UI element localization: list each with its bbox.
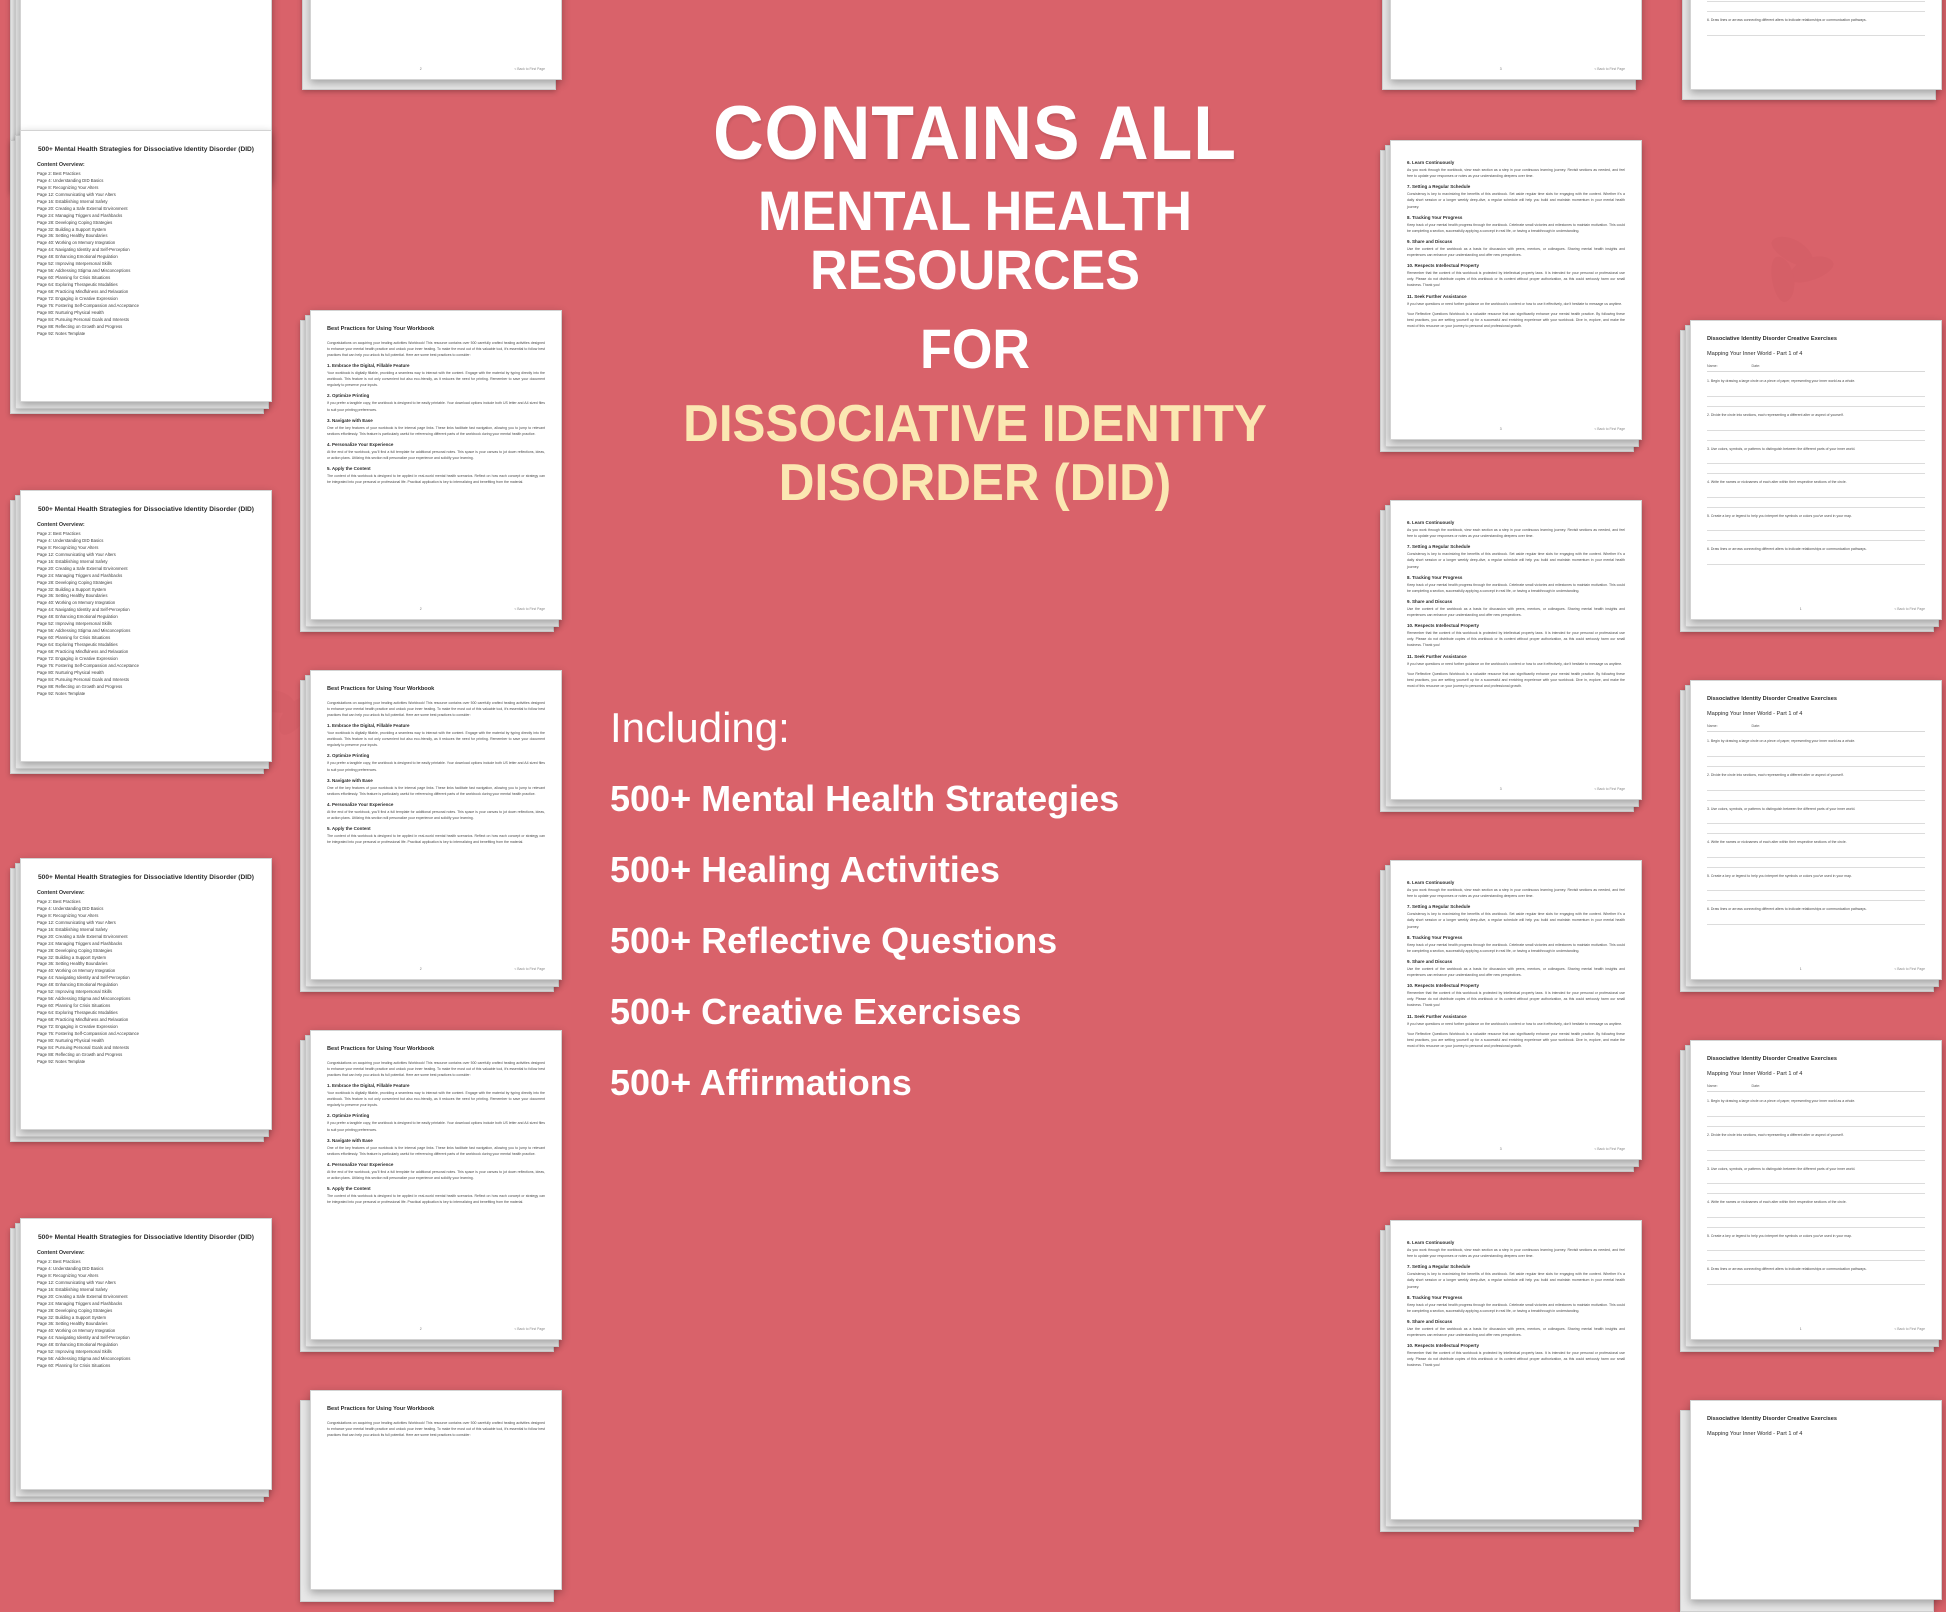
document-stack[interactable] — [310, 0, 560, 80]
document-stack[interactable] — [310, 670, 560, 980]
toc-subhead: Content Overview: — [37, 889, 85, 896]
toc-title: 500+ Mental Health Strategies for Dissociative Identity Disorder (DID) — [37, 146, 254, 153]
document-stack[interactable] — [1690, 0, 1940, 90]
document-stack[interactable] — [20, 1218, 270, 1490]
toc-title: 500+ Mental Health Strategies for Dissociative Identity Disorder (DID) — [37, 1234, 254, 1241]
workbook-document-page[interactable]: 6. Learn Continuously As you work through the workbook, view each section as a step in your continuous learning journey. Revisit sections as needed, and feel free to update your responses or notes as your understanding deepens over time. 7. Setting a Regular Schedule Consistency is key to maximizing the benefits of this workbook. Set aside regular time slots for engaging with the content. Whether it's a daily short session or a longer weekly deep-dive, a regular schedule will help you build and maintain momentum in your mental health journey. 8. Tracking Your Progress Keep track of your mental health progress through the workbook. Celebrate small victories and milestones to maintain motivation. This could be completing a section, successfully applying a concept in real life, or having a breakthrough in understanding. 9. Share and Discuss Use the content of the workbook as a basis for discussion with peers, mentors, or colleagues. Sharing mental health insights and experiences can enhance your understanding and offer new perspectives. 10. Respects Intellectual Property Remember that the content of this workbook is protected by intellectual property laws. It is intended for your personal or professional use only. Please do not distribute copies of this workbook or its content without proper authorization, as this could seriously harm our small business. Thank you! 11. Seek Further Assistance If you have questions or need further guidance on the workbook's content or how to use it effectively, don't hesitate to message us anytime. Your Reflective Questions Workbook is a valuable resource that can significantly enhance your mental health practice. By following these best practices, you are setting yourself up for a successful and enriching experience with your workbook. Dive in, explore, and make the most of this resource on your journey to personal and professional growth. 3 < Back to First Page — [1390, 140, 1642, 440]
toc-subhead: Content Overview: — [37, 1249, 85, 1256]
document-stack[interactable] — [20, 858, 270, 1130]
practices-title: Best Practices for Using Your Workbook — [327, 686, 435, 692]
workbook-document-page[interactable]: 6. Learn Continuously As you work through the workbook, view each section as a step in your continuous learning journey. Revisit sections as needed, and feel free to update your responses or notes as your understanding deepens over time. 7. Setting a Regular Schedule Consistency is key to maximizing the benefits of this workbook. Set aside regular time slots for engaging with the content. Whether it's a daily short session or a longer weekly deep-dive, a regular schedule will help you build and maintain momentum in your mental health journey. 8. Tracking Your Progress Keep track of your mental health progress through the workbook. Celebrate small victories and milestones to maintain motivation. This could be completing a section, successfully applying a concept in real life, or having a breakthrough in understanding. 9. Share and Discuss Use the content of the workbook as a basis for discussion with peers, mentors, or colleagues. Sharing mental health insights and experiences can enhance your understanding and offer new perspectives. 10. Respects Intellectual Property Remember that the content of this workbook is protected by intellectual property laws. It is intended for your personal or professional use only. Please do not distribute copies of this workbook or its content without proper authorization, as this could seriously harm our small business. Thank you! — [1390, 1220, 1642, 1520]
toc-subhead: Content Overview: — [37, 521, 85, 528]
name-date-field[interactable]: Name: Date: — [1707, 364, 1925, 372]
document-stack[interactable] — [1390, 0, 1640, 80]
name-date-field[interactable]: Name: Date: — [1707, 1084, 1925, 1092]
exercise-document-page[interactable]: Dissociative Identity Disorder Creative Exercises Mapping Your Inner World - Part 1 of 4 Name: Date: 1. Begin by drawing a large circle on a piece of paper, representing your inner world as a whole. 2. Divide the circle into sections, each representing a different alter or aspect of yourself. 3. Use colors, symbols, or patterns to distinguish between the different parts of your inner world. 4. Write the names or nicknames of each alter within their respective sections of the circle. 5. Create a key or legend to help you interpret the symbols or colors you've used in your map. 6. Draw lines or arrows connecting different alters to indicate relationships or communication pathways. 1 < Back to First Page — [1690, 680, 1942, 980]
practices-document-page[interactable]: Best Practices for Using Your Workbook Congratulations on acquiring your healing activities Workbook! This resource contains over 500 carefully crafted healing activities designed to enhance your mental health practice and unlock your inner healing. To make the most out of this valuable tool, it's essential to follow best practices that can help you unlock its full potential. Here are some best practices to consider: 1. Embrace the Digital, Fillable Feature Your workbook is digitally fillable, providing a seamless way to interact with the content. Engage with the material by typing directly into the workbook. This feature is not only convenient but also eco-friendly, as it reduces the need for printing. Remember to save your document regularly to preserve your inputs. 2. Optimize Printing If you prefer a tangible copy, the workbook is designed to be easily printable. Your download options include both US letter and A4 sized files to suit your printing preferences. 3. Navigate with Ease One of the key features of your workbook is the internal page links. These links facilitate fast navigation, allowing you to jump to relevant sections effortlessly. This feature is particularly useful for referencing different parts of the workbook during your mental health practice. 4. Personalize Your Experience At the end of the workbook, you'll find a full template for additional personal notes. This space is your canvas to jot down reflections, ideas, or action plans. Utilizing this section will personalize your experience and solidify your learning. 5. Apply the Content The content of this workbook is designed to be applied in real-world mental health scenarios. Reflect on how each concept or strategy can be integrated into your personal or professional life. Practical application is key to internalizing and benefiting from the material. 2 < Back to First Page — [310, 310, 562, 620]
toc-subhead: Content Overview: — [37, 161, 85, 168]
practices-title: Best Practices for Using Your Workbook — [327, 1406, 435, 1412]
back-to-first-page-link[interactable]: < Back to First Page — [1594, 67, 1625, 71]
list-item: 500+ Affirmations — [610, 1062, 912, 1104]
document-stack[interactable] — [1690, 680, 1940, 980]
document-stack[interactable] — [310, 310, 560, 620]
document-stack[interactable] — [1690, 1040, 1940, 1340]
exercise-document-page[interactable]: Dissociative Identity Disorder Creative Exercises Mapping Your Inner World - Part 1 of 4 Name: Date: 1. Begin by drawing a large circle on a piece of paper, representing your inner world as a whole. 2. Divide the circle into sections, each representing a different alter or aspect of yourself. 3. Use colors, symbols, or patterns to distinguish between the different parts of your inner world. 4. Write the names or nicknames of each alter within their respective sections of the circle. 5. Create a key or legend to help you interpret the symbols or colors you've used in your map. 6. Draw lines or arrows connecting different alters to indicate relationships or communication pathways. 1 < Back to First Page — [1690, 1040, 1942, 1340]
headline-condition-line1: DISSOCIATIVE IDENTITY — [683, 394, 1267, 453]
exercise-subtitle: Mapping Your Inner World - Part 1 of 4 — [1707, 1430, 1803, 1437]
workbook-document-page[interactable]: 6. Learn Continuously As you work through the workbook, view each section as a step in your continuous learning journey. Revisit sections as needed, and feel free to update your responses or notes as your understanding deepens over time. 7. Setting a Regular Schedule Consistency is key to maximizing the benefits of this workbook. Set aside regular time slots for engaging with the content. Whether it's a daily short session or a longer weekly deep-dive, a regular schedule will help you build and maintain momentum in your mental health journey. 8. Tracking Your Progress Keep track of your mental health progress through the workbook. Celebrate small victories and milestones to maintain motivation. This could be completing a section, successfully applying a concept in real life, or having a breakthrough in understanding. 9. Share and Discuss Use the content of the workbook as a basis for discussion with peers, mentors, or colleagues. Sharing mental health insights and experiences can enhance your understanding and offer new perspectives. 10. Respects Intellectual Property Remember that the content of this workbook is protected by intellectual property laws. It is intended for your personal or professional use only. Please do not distribute copies of this workbook or its content without proper authorization, as this could seriously harm our small business. Thank you! 11. Seek Further Assistance If you have questions or need further guidance on the workbook's content or how to use it effectively, don't hesitate to message us anytime. Your Reflective Questions Workbook is a valuable resource that can significantly enhance your mental health practice. By following these best practices, you are setting yourself up for a successful and enriching experience with your workbook. Dive in, explore, and make the most of this resource on your journey to personal and professional growth. 3 < Back to First Page — [1390, 500, 1642, 800]
page-number: 3 — [1499, 1147, 1502, 1151]
back-to-first-page-link[interactable]: < Back to First Page — [1594, 1147, 1625, 1151]
exercise-document-page[interactable]: 6. Draw lines or arrows connecting different alters to indicate relationships or communication pathways. — [1690, 0, 1942, 90]
including-label: Including: — [610, 704, 790, 752]
toc-list: Page 2: Best Practices Page 4: Understanding DID Basics Page 8: Recognizing Your Alters Page 12: Communicating with Your Alters Page 16: Establishing Internal Safety Page 20: Creating a Safe External Environment Page 24: Managing Triggers and Flashbacks Page 28: Developing Coping Strategies Page 32: Building a Support System Page 36: Setting Healthy Boundaries Page 40: Working on Memory Integration Page 44: Navigating Identity and Self-Perception Page 48: Enhancing Emotional Regulation Page 52: Improving Interpersonal Skills Page 56: Addressing Stigma and Misconceptions Page 60: Planning for Crisis Situations Page 64: Exploring Therapeutic Modalities Page 68: Practicing Mindfulness and Relaxation Page 72: Engaging in Creative Expression Page 76: Fostering Self-Compassion and Acceptance Page 80: Nurturing Physical Health Page 84: Pursuing Personal Goals and Interests Page 88: Reflecting on Growth and Progress Page 92: Notes Template — [37, 898, 139, 1064]
hero-content — [570, 0, 1380, 1460]
page-number: 2 — [419, 1327, 422, 1331]
exercise-title: Dissociative Identity Disorder Creative Exercises — [1707, 696, 1837, 702]
back-to-first-page-link[interactable]: < Back to First Page — [1894, 1327, 1925, 1331]
document-stack[interactable] — [1690, 1400, 1940, 1600]
toc-document-page[interactable] — [20, 130, 272, 402]
name-date-field[interactable]: Name: Date: — [1707, 724, 1925, 732]
exercise-subtitle: Mapping Your Inner World - Part 1 of 4 — [1707, 710, 1803, 717]
back-to-first-page-link[interactable]: < Back to First Page — [514, 607, 545, 611]
toc-title: 500+ Mental Health Strategies for Dissociative Identity Disorder (DID) — [37, 874, 254, 881]
toc-document-page[interactable] — [20, 490, 272, 762]
headline-primary: CONTAINS ALL — [713, 91, 1237, 176]
document-stack[interactable] — [1690, 320, 1940, 620]
list-item: 500+ Reflective Questions — [610, 920, 1058, 962]
back-to-first-page-link[interactable]: < Back to First Page — [514, 967, 545, 971]
practices-document-page[interactable]: Best Practices for Using Your Workbook Congratulations on acquiring your healing activities Workbook! This resource contains over 500 carefully crafted healing activities designed to enhance your mental health practice and unlock your inner healing. To make the most out of this valuable tool, it's essential to follow best practices that can help you unlock its full potential. Here are some best practices to consider: 1. Embrace the Digital, Fillable Feature Your workbook is digitally fillable, providing a seamless way to interact with the content. Engage with the material by typing directly into the workbook. This feature is not only convenient but also eco-friendly, as it reduces the need for printing. Remember to save your document regularly to preserve your inputs. 2. Optimize Printing If you prefer a tangible copy, the workbook is designed to be easily printable. Your download options include both US letter and A4 sized files to suit your printing preferences. 3. Navigate with Ease One of the key features of your workbook is the internal page links. These links facilitate fast navigation, allowing you to jump to relevant sections effortlessly. This feature is particularly useful for referencing different parts of the workbook during your mental health practice. 4. Personalize Your Experience At the end of the workbook, you'll find a full template for additional personal notes. This space is your canvas to jot down reflections, ideas, or action plans. Utilizing this section will personalize your experience and solidify your learning. 5. Apply the Content The content of this workbook is designed to be applied in real-world mental health scenarios. Reflect on how each concept or strategy can be integrated into your personal or professional life. Practical application is key to internalizing and benefiting from the material. 2 < Back to First Page — [310, 1030, 562, 1340]
document-stack[interactable] — [310, 1030, 560, 1340]
workbook-document-page[interactable]: 6. Learn Continuously As you work through the workbook, view each section as a step in your continuous learning journey. Revisit sections as needed, and feel free to update your responses or notes as your understanding deepens over time. 7. Setting a Regular Schedule Consistency is key to maximizing the benefits of this workbook. Set aside regular time slots for engaging with the content. Whether it's a daily short session or a longer weekly deep-dive, a regular schedule will help you build and maintain momentum in your mental health journey. 8. Tracking Your Progress Keep track of your mental health progress through the workbook. Celebrate small victories and milestones to maintain motivation. This could be completing a section, successfully applying a concept in real life, or having a breakthrough in understanding. 9. Share and Discuss Use the content of the workbook as a basis for discussion with peers, mentors, or colleagues. Sharing mental health insights and experiences can enhance your understanding and offer new perspectives. 10. Respects Intellectual Property Remember that the content of this workbook is protected by intellectual property laws. It is intended for your personal or professional use only. Please do not distribute copies of this workbook or its content without proper authorization, as this could seriously harm our small business. Thank you! 11. Seek Further Assistance If you have questions or need further guidance on the workbook's content or how to use it effectively, don't hesitate to message us anytime. Your Reflective Questions Workbook is a valuable resource that can significantly enhance your mental health practice. By following these best practices, you are setting yourself up for a successful and enriching experience with your workbook. Dive in, explore, and make the most of this resource on your journey to personal and professional growth. 3 < Back to First Page — [1390, 860, 1642, 1160]
page-number: 1 — [1799, 1327, 1802, 1331]
back-to-first-page-link[interactable]: < Back to First Page — [1594, 787, 1625, 791]
page-number: 2 — [419, 67, 422, 71]
back-to-first-page-link[interactable]: < Back to First Page — [514, 67, 545, 71]
exercise-title: Dissociative Identity Disorder Creative Exercises — [1707, 1416, 1837, 1422]
page-number: 1 — [1799, 607, 1802, 611]
page-number: 3 — [1499, 67, 1502, 71]
exercise-subtitle: Mapping Your Inner World - Part 1 of 4 — [1707, 1070, 1803, 1077]
back-to-first-page-link[interactable]: < Back to First Page — [1894, 967, 1925, 971]
document-stack[interactable] — [1390, 860, 1640, 1160]
practices-document-page[interactable]: Best Practices for Using Your Workbook Congratulations on acquiring your healing activities Workbook! This resource contains over 500 carefully crafted healing activities designed to enhance your mental health practice and unlock your inner healing. To make the most out of this valuable tool, it's essential to follow best practices that can help you unlock its full potential. Here are some best practices to consider: 1. Embrace the Digital, Fillable Feature Your workbook is digitally fillable, providing a seamless way to interact with the content. Engage with the material by typing directly into the workbook. This feature is not only convenient but also eco-friendly, as it reduces the need for printing. Remember to save your document regularly to preserve your inputs. 2. Optimize Printing If you prefer a tangible copy, the workbook is designed to be easily printable. Your download options include both US letter and A4 sized files to suit your printing preferences. 3. Navigate with Ease One of the key features of your workbook is the internal page links. These links facilitate fast navigation, allowing you to jump to relevant sections effortlessly. This feature is particularly useful for referencing different parts of the workbook during your mental health practice. 4. Personalize Your Experience At the end of the workbook, you'll find a full template for additional personal notes. This space is your canvas to jot down reflections, ideas, or action plans. Utilizing this section will personalize your experience and solidify your learning. 5. Apply the Content The content of this workbook is designed to be applied in real-world mental health scenarios. Reflect on how each concept or strategy can be integrated into your personal or professional life. Practical application is key to internalizing and benefiting from the material. 2 < Back to First Page — [310, 670, 562, 980]
page-number: 1 — [1799, 967, 1802, 971]
headline-condition-line2: DISORDER (DID) — [778, 454, 1172, 513]
practices-title: Best Practices for Using Your Workbook — [327, 1046, 435, 1052]
toc-document-page[interactable] — [20, 1218, 272, 1490]
list-item: 500+ Healing Activities — [610, 849, 1000, 891]
exercise-document-page[interactable] — [1690, 1400, 1942, 1600]
document-stack[interactable] — [20, 130, 270, 402]
back-to-first-page-link[interactable]: < Back to First Page — [1594, 427, 1625, 431]
exercise-document-page[interactable]: Dissociative Identity Disorder Creative Exercises Mapping Your Inner World - Part 1 of 4 Name: Date: 1. Begin by drawing a large circle on a piece of paper, representing your inner world as a whole. 2. Divide the circle into sections, each representing a different alter or aspect of yourself. 3. Use colors, symbols, or patterns to distinguish between the different parts of your inner world. 4. Write the names or nicknames of each alter within their respective sections of the circle. 5. Create a key or legend to help you interpret the symbols or colors you've used in your map. 6. Draw lines or arrows connecting different alters to indicate relationships or communication pathways. 1 < Back to First Page — [1690, 320, 1942, 620]
practices-document-page[interactable]: Best Practices for Using Your Workbook Congratulations on acquiring your healing activities Workbook! This resource contains over 500 carefully crafted healing activities designed to enhance your mental health practice and unlock your inner healing. To make the most out of this valuable tool, it's essential to follow best practices that can help you unlock its full potential. Here are some best practices to consider: — [310, 1390, 562, 1590]
back-to-first-page-link[interactable]: < Back to First Page — [1894, 607, 1925, 611]
list-item: 500+ Mental Health Strategies — [610, 778, 1120, 820]
toc-list: Page 2: Best Practices Page 4: Understanding DID Basics Page 8: Recognizing Your Alters Page 12: Communicating with Your Alters Page 16: Establishing Internal Safety Page 20: Creating a Safe External Environment Page 24: Managing Triggers and Flashbacks Page 28: Developing Coping Strategies Page 32: Building a Support System Page 36: Setting Healthy Boundaries Page 40: Working on Memory Integration Page 44: Navigating Identity and Self-Perception Page 48: Enhancing Emotional Regulation Page 52: Improving Interpersonal Skills Page 56: Addressing Stigma and Misconceptions Page 60: Planning for Crisis Situations — [37, 1258, 131, 1369]
list-item: 500+ Creative Exercises — [610, 991, 1022, 1033]
practices-document-page[interactable] — [310, 0, 562, 80]
headline-secondary: MENTAL HEALTH RESOURCES — [758, 179, 1192, 301]
toc-list: Page 2: Best Practices Page 4: Understanding DID Basics Page 8: Recognizing Your Alters Page 12: Communicating with Your Alters Page 16: Establishing Internal Safety Page 20: Creating a Safe External Environment Page 24: Managing Triggers and Flashbacks Page 28: Developing Coping Strategies Page 32: Building a Support System Page 36: Setting Healthy Boundaries Page 40: Working on Memory Integration Page 44: Navigating Identity and Self-Perception Page 48: Enhancing Emotional Regulation Page 52: Improving Interpersonal Skills Page 56: Addressing Stigma and Misconceptions Page 60: Planning for Crisis Situations Page 64: Exploring Therapeutic Modalities Page 68: Practicing Mindfulness and Relaxation Page 72: Engaging in Creative Expression Page 76: Fostering Self-Compassion and Acceptance Page 80: Nurturing Physical Health Page 84: Pursuing Personal Goals and Interests Page 88: Reflecting on Growth and Progress Page 92: Notes Template — [37, 170, 139, 336]
exercise-title: Dissociative Identity Disorder Creative Exercises — [1707, 336, 1837, 342]
document-stack[interactable] — [1390, 140, 1640, 440]
back-to-first-page-link[interactable]: < Back to First Page — [514, 1327, 545, 1331]
page-number: 3 — [1499, 787, 1502, 791]
practices-title: Best Practices for Using Your Workbook — [327, 326, 435, 332]
document-stack[interactable] — [1390, 500, 1640, 800]
workbook-document-page[interactable] — [1390, 0, 1642, 80]
page-number: 2 — [419, 607, 422, 611]
document-stack[interactable] — [20, 490, 270, 762]
exercise-title: Dissociative Identity Disorder Creative Exercises — [1707, 1056, 1837, 1062]
including-list — [610, 778, 1380, 1104]
headline-for: FOR — [920, 316, 1030, 380]
toc-title: 500+ Mental Health Strategies for Dissociative Identity Disorder (DID) — [37, 506, 254, 513]
toc-list: Page 2: Best Practices Page 4: Understanding DID Basics Page 8: Recognizing Your Alters Page 12: Communicating with Your Alters Page 16: Establishing Internal Safety Page 20: Creating a Safe External Environment Page 24: Managing Triggers and Flashbacks Page 28: Developing Coping Strategies Page 32: Building a Support System Page 36: Setting Healthy Boundaries Page 40: Working on Memory Integration Page 44: Navigating Identity and Self-Perception Page 48: Enhancing Emotional Regulation Page 52: Improving Interpersonal Skills Page 56: Addressing Stigma and Misconceptions Page 60: Planning for Crisis Situations Page 64: Exploring Therapeutic Modalities Page 68: Practicing Mindfulness and Relaxation Page 72: Engaging in Creative Expression Page 76: Fostering Self-Compassion and Acceptance Page 80: Nurturing Physical Health Page 84: Pursuing Personal Goals and Interests Page 88: Reflecting on Growth and Progress Page 92: Notes Template — [37, 530, 139, 696]
document-stack[interactable] — [310, 1390, 560, 1590]
page-number: 3 — [1499, 427, 1502, 431]
toc-document-page[interactable] — [20, 858, 272, 1130]
exercise-subtitle: Mapping Your Inner World - Part 1 of 4 — [1707, 350, 1803, 357]
document-stack[interactable] — [1390, 1220, 1640, 1520]
page-number: 2 — [419, 967, 422, 971]
